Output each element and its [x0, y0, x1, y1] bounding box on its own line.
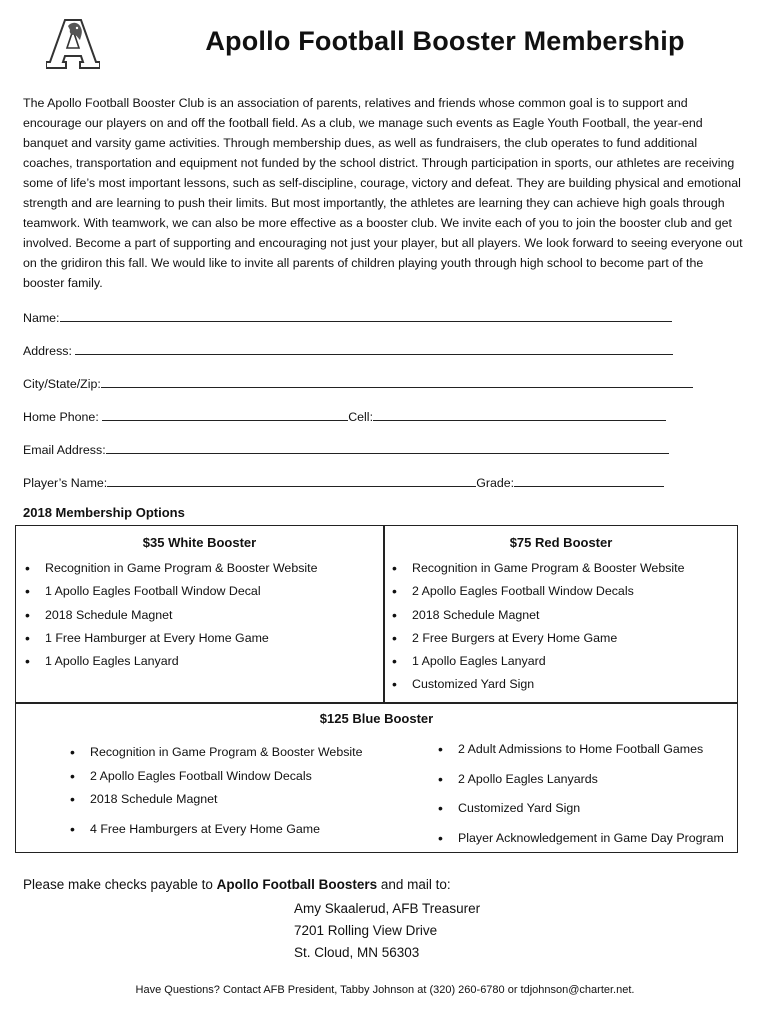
home-phone-label: Home Phone: — [23, 410, 103, 424]
address-label: Address: — [23, 344, 76, 358]
intro-paragraph: The Apollo Football Booster Club is an association of parents, relatives and friends whose common goal is to support and encourage our players on and off the football field. As a club, we manage such events as Eagle Youth Football, the year-end banquet and varsity game activities. Through membership dues, as well as fundraisers, the club operates to fund additional coaches, transportation and equipment not funded by the school district. Through participation in sports, our athletes are receiving some of life’s most important lessons, such as self-discipline, courage, victory and defeat. They are building physical and emotional strength and are learning to push their limits. But most importantly, the athletes are learning they can achieve high goals through teamwork. With teamwork, we can also be more effective as a booster club. We invite each of you to join the booster club and get involved. Become a part of supporting and encouraging not just your player, but all players. We look forward to seeing everyone out on the gridiron this fall. We would like to invite all parents of children playing youth through high school to become part of the booster family. — [23, 96, 743, 290]
mailing-instructions — [23, 877, 451, 892]
row-divider — [16, 702, 737, 704]
list-item: • 2018 Schedule Magnet — [390, 604, 685, 627]
list-item: • 1 Apollo Eagles Football Window Decal — [23, 580, 318, 603]
home-phone-input-line[interactable] — [102, 408, 348, 421]
list-item: • 2018 Schedule Magnet — [68, 788, 363, 812]
name-label: Name: — [23, 311, 60, 325]
blue-booster-benefits-left — [68, 741, 363, 841]
email-field — [23, 441, 669, 457]
mailing-prefix: Please make checks payable to — [23, 877, 217, 892]
player-name-input-line[interactable] — [107, 474, 476, 487]
name-input-line[interactable] — [60, 309, 672, 322]
phone-fields — [23, 408, 666, 424]
player-name-label: Player’s Name: — [23, 476, 108, 490]
name-field — [23, 309, 672, 325]
address-line: Amy Skaalerud, AFB Treasurer — [294, 901, 481, 916]
list-item: • 2 Adult Admissions to Home Football Games — [436, 735, 724, 765]
payee-name: Apollo Football Boosters — [216, 877, 378, 892]
email-label: Email Address: — [23, 443, 106, 457]
membership-options-table — [15, 525, 738, 853]
email-input-line[interactable] — [106, 441, 669, 454]
membership-options-heading: 2018 Membership Options — [23, 505, 185, 520]
address-input-line[interactable] — [75, 342, 673, 355]
list-item: • Recognition in Game Program & Booster Website — [23, 557, 318, 580]
cell-label: Cell: — [348, 410, 374, 424]
column-divider — [383, 526, 385, 702]
city-state-zip-label: City/State/Zip: — [23, 377, 101, 391]
list-item: • 1 Apollo Eagles Lanyard — [390, 650, 685, 673]
list-item: • 1 Free Hamburger at Every Home Game — [23, 627, 318, 650]
mailing-address — [294, 898, 480, 964]
list-item: • Customized Yard Sign — [436, 794, 724, 824]
list-item: • 2018 Schedule Magnet — [23, 604, 318, 627]
list-item: • Customized Yard Sign — [390, 673, 685, 696]
address-line: St. Cloud, MN 56303 — [294, 945, 420, 960]
player-fields — [23, 474, 664, 490]
list-item: • Recognition in Game Program & Booster Website — [390, 557, 685, 580]
page-title: Apollo Football Booster Membership — [205, 26, 685, 56]
list-item: • 1 Apollo Eagles Lanyard — [23, 650, 318, 673]
blue-booster-title: $125 Blue Booster — [319, 711, 434, 726]
contact-footer: Have Questions? Contact AFB President, Tabby Johnson at (320) 260-6780 or tdjohnson@charter.net. — [135, 984, 635, 996]
mailing-suffix: and mail to: — [377, 877, 451, 892]
city-state-zip-field — [23, 375, 693, 391]
red-booster-title: $75 Red Booster — [509, 535, 613, 550]
city-state-zip-input-line[interactable] — [101, 375, 693, 388]
list-item: • 2 Free Burgers at Every Home Game — [390, 627, 685, 650]
list-item: • Player Acknowledgement in Game Day Program — [436, 824, 724, 854]
cell-input-line[interactable] — [373, 408, 666, 421]
list-item: • Recognition in Game Program & Booster Website — [68, 741, 363, 765]
white-booster-title: $35 White Booster — [142, 535, 257, 550]
white-booster-benefits — [23, 557, 318, 673]
address-line: 7201 Rolling View Drive — [294, 923, 438, 938]
red-booster-benefits — [390, 557, 685, 697]
blue-booster-benefits-right — [436, 735, 724, 854]
grade-label: Grade: — [476, 476, 515, 490]
grade-input-line[interactable] — [514, 474, 664, 487]
address-field — [23, 342, 673, 358]
list-item: • 4 Free Hamburgers at Every Home Game — [68, 818, 363, 842]
list-item: • 2 Apollo Eagles Lanyards — [436, 765, 724, 795]
apollo-a-eagle-logo-icon — [46, 18, 100, 70]
list-item: • 2 Apollo Eagles Football Window Decals — [68, 765, 363, 789]
list-item: • 2 Apollo Eagles Football Window Decals — [390, 580, 685, 603]
